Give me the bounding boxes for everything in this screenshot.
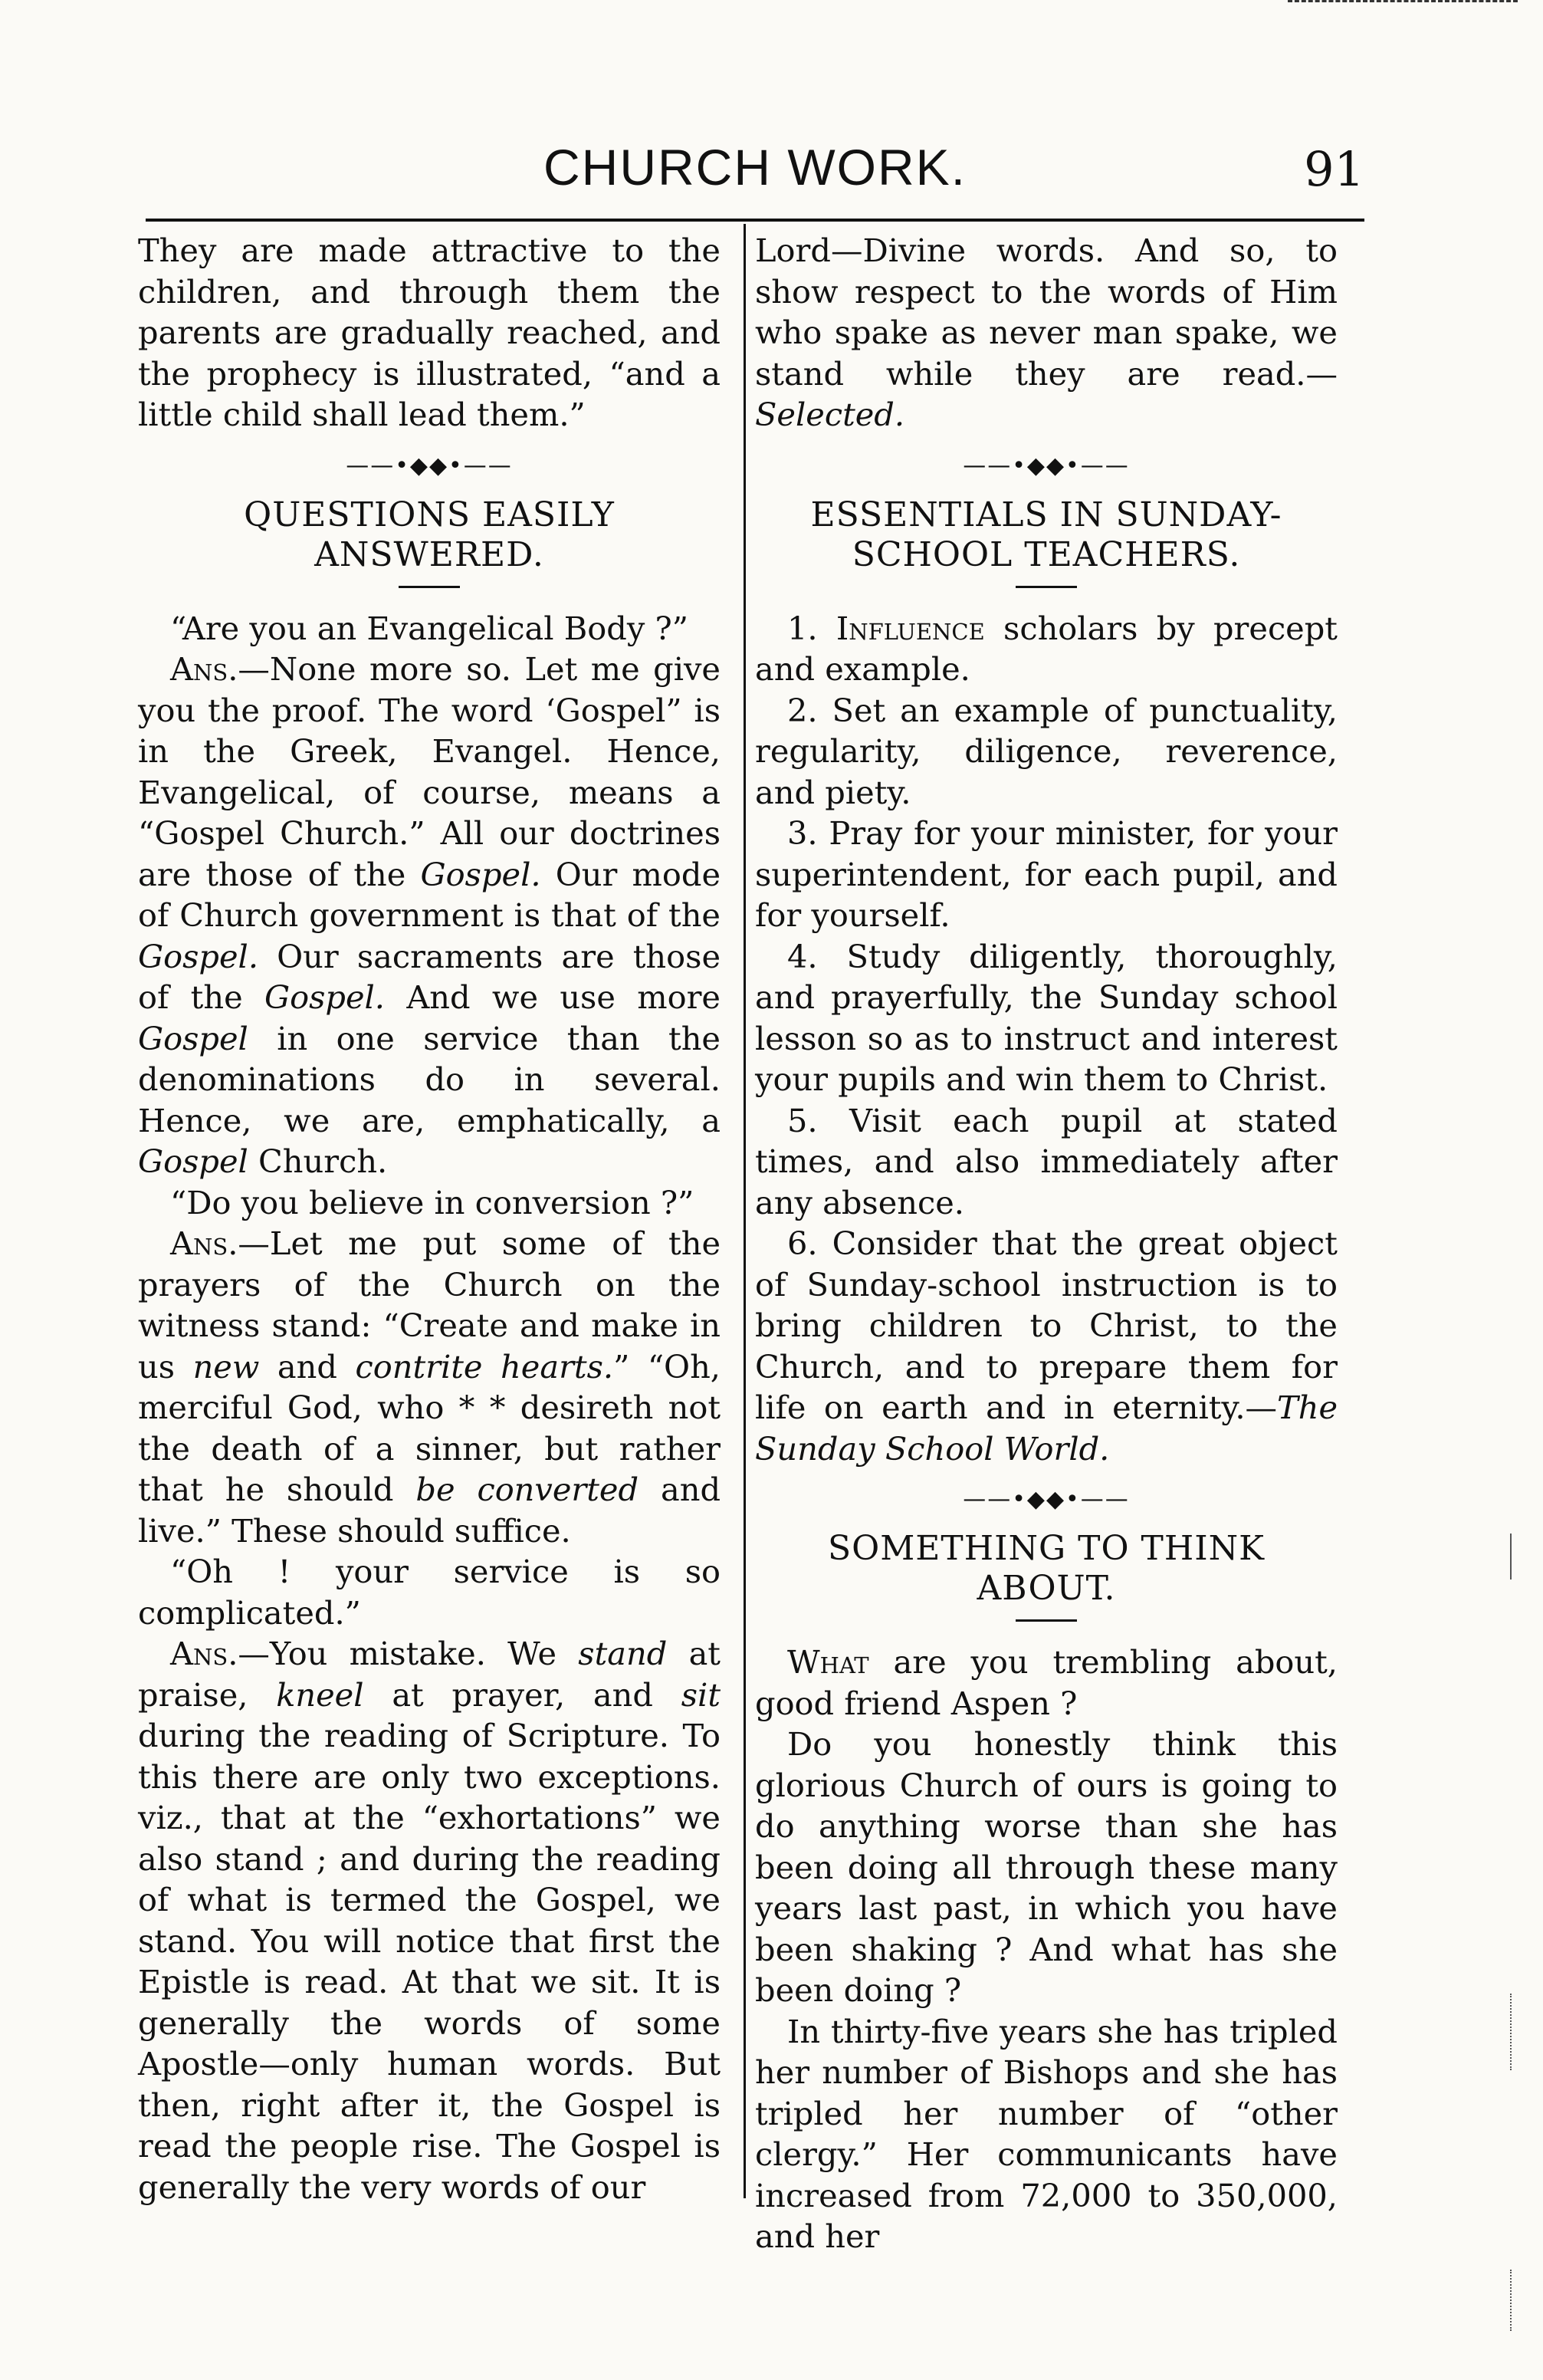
continued-paragraph: Lord—Divine words. And so, to show respect to the words of Him who spake as never man spake, we stand while they are read.—Selected. (755, 232, 1338, 433)
margin-mark (1510, 1534, 1512, 1580)
intro-paragraph: They are made attractive to the children, and through them the parents are gradually reached, and the prophecy is illustrated, “and a little child shall lead them.” (138, 232, 721, 433)
heading-rule (1016, 586, 1077, 588)
section-ornament: ——•◆◆•—— (963, 1486, 1130, 1513)
answer-3: Ans.—You mistake. We stand at praise, kneel at prayer, and sit during the reading of Scripture. To this there are only two exceptions. viz., that at the “exhortations” we also stand ; and during the reading of what is termed the Gospel, we stand. You will notice that first the Epistle is read. At that we sit. It is generally the words of some Apostle—only human words. But then, right after it, the Gospel is read the people rise. The Gospel is generally the very words of our (138, 1635, 721, 2206)
list-item: 6. Consider that the great object of Sunday-school instruction is to bring children to Christ, to the Church, and to prepare them for life on earth and in eternity.—The Sunday School World. (755, 1225, 1338, 1468)
margin-mark (1510, 2270, 1512, 2331)
page-number: 91 (1304, 141, 1364, 197)
question-2: “Do you believe in conversion ?” (170, 1183, 694, 1221)
heading-rule (1016, 1619, 1077, 1622)
paragraph: What are you trembling about, good friend Aspen ? (755, 1643, 1338, 1722)
column-rule (744, 224, 746, 2198)
section-ornament: ——•◆◆•—— (963, 452, 1130, 479)
section-heading-something: SOMETHING TO THINK ABOUT. (828, 1529, 1265, 1608)
source-credit: The Sunday School World. (755, 1389, 1338, 1468)
margin-mark (1510, 1994, 1512, 2070)
section-heading-essentials: ESSENTIALS IN SUNDAY-SCHOOL TEACHERS. (810, 495, 1282, 574)
paragraph: In thirty-five years she has tripled her number of Bishops and she has tripled her number of “other clergy.” Her communicants have increased from 72,000 to 350,000, and her (755, 2012, 1338, 2255)
question-3: “Oh ! your service is so complicated.” (138, 1553, 721, 1632)
list-item: 4. Study diligently, thoroughly, and prayerfully, the Sunday school lesson so as to instruct and interest your pupils and win them to Christ. (755, 937, 1338, 1098)
paragraph: Do you honestly think this glorious Church of ours is going to do anything worse than she has been doing all through these many years last past, in which you have been shaking ? And what has she been doing ? (755, 1725, 1338, 2009)
question-1: “Are you an Evangelical Body ?” (170, 609, 688, 647)
list-item: 2. Set an example of punctuality, regularity, diligence, reverence, and piety. (755, 691, 1338, 811)
list-item: 1. Influence scholars by precept and example. (755, 609, 1338, 688)
page-header (146, 138, 1364, 207)
running-head: CHURCH WORK. (543, 139, 967, 196)
list-item: 5. Visit each pupil at stated times, and also immediately after any absence. (755, 1101, 1338, 1221)
section-heading-questions: QUESTIONS EASILY ANSWERED. (244, 495, 615, 574)
answer-label: Ans. (170, 1225, 238, 1262)
header-rule (146, 219, 1364, 222)
left-column (138, 230, 721, 2207)
answer-2: Ans.—Let me put some of the prayers of the Church on the witness stand: “Create and make in us new and contrite hearts.” “Oh, merciful God, who * * desireth not the death of a sinner, but rather that he should be converted and live.” These should suffice. (138, 1225, 721, 1550)
answer-1: Ans.—None more so. Let me give you the proof. The word ‘Gospel” is in the Greek, Evangel. Hence, Evangelical, of course, means a “Gospel Church.” All our doctrines are those of the Gospel. Our mode of Church government is that of the Gospel. Our sacraments are those of the Gospel. And we use more Gospel in one service than the denominations do in several. Hence, we are, emphatically, a Gospel Church. (138, 650, 721, 1180)
top-edge-rule (1288, 0, 1518, 7)
heading-rule (399, 586, 460, 588)
list-item: 3. Pray for your minister, for your superintendent, for each pupil, and for yourself. (755, 814, 1338, 934)
answer-label: Ans. (170, 1635, 238, 1672)
right-column (755, 230, 1338, 2257)
answer-label: Ans. (170, 650, 238, 688)
section-ornament: ——•◆◆•—— (346, 452, 513, 479)
